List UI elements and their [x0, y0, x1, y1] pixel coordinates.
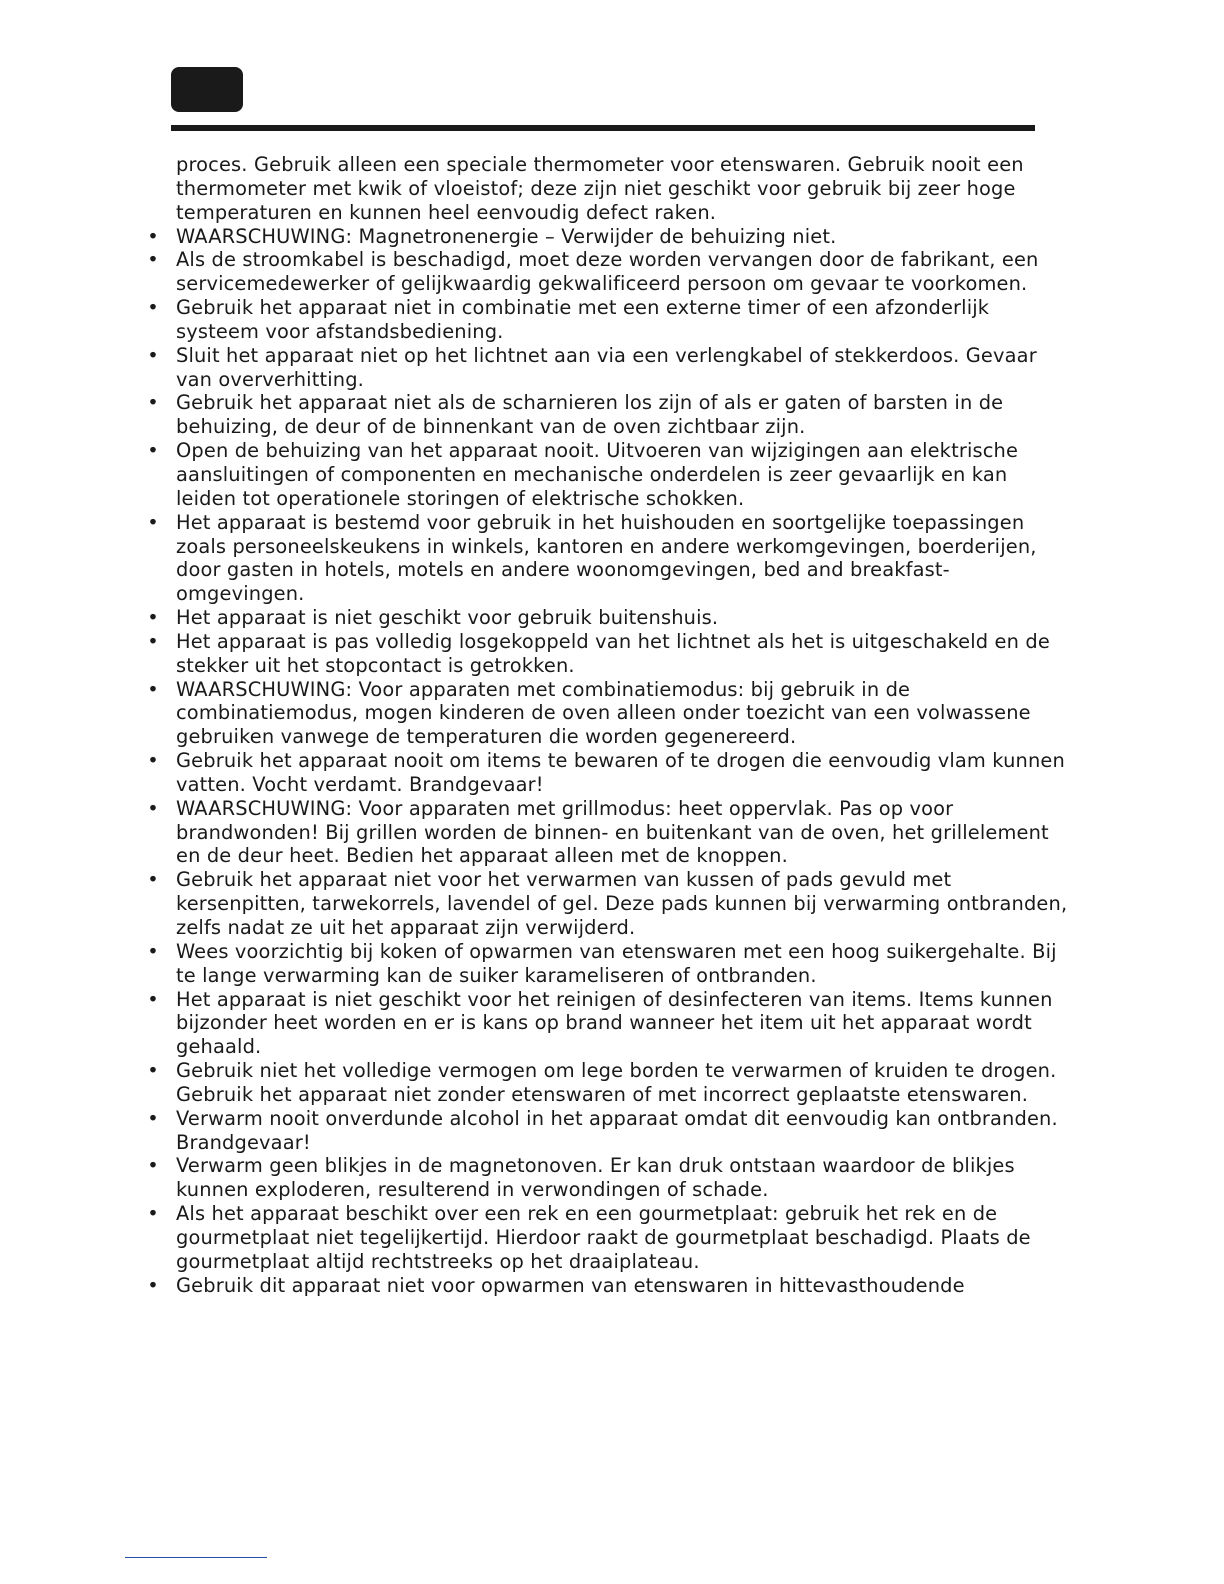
- list-item-text: WAARSCHUWING: Magnetronenergie – Verwijder de behuizing niet.: [176, 224, 837, 248]
- list-item: [147, 940, 1072, 988]
- bullet-icon: •: [147, 343, 159, 367]
- list-item-text: Sluit het apparaat niet op het lichtnet aan via een verlengkabel of stekkerdoos. Gevaar van oververhitting.: [176, 343, 1037, 391]
- bullet-icon: •: [147, 677, 159, 701]
- list-item: [147, 797, 1072, 869]
- list-item: [147, 630, 1072, 678]
- bullet-icon: •: [147, 510, 159, 534]
- list-item: [147, 391, 1072, 439]
- list-item-text: Gebruik het apparaat niet in combinatie met een externe timer of een afzonderlijk systeem voor afstandsbediening.: [176, 296, 990, 343]
- list-item: [147, 678, 1072, 750]
- list-item-text: Gebruik het apparaat niet als de scharnieren los zijn of als er gaten of barsten in de behuizing, de deur of de binnenkant van de oven zichtbaar zijn.: [176, 391, 1004, 439]
- list-item-text: Open de behuizing van het apparaat nooit. Uitvoeren van wijzigingen aan elektrische aansluitingen of componenten en mechanische onderdelen is zeer gevaarlijk en kan leiden tot operationele storingen of elektrische schokken.: [176, 439, 1019, 510]
- list-item: [147, 344, 1072, 392]
- list-item-text: Het apparaat is bestemd voor gebruik in het huishouden en soortgelijke toepassingen zoals personeelskeukens in winkels, kantoren en andere werkomgevingen, boerderijen, door gasten in hotels, motels en andere woonomgevingen, bed and breakfast-omgevingen.: [176, 510, 1037, 606]
- list-item: [147, 225, 1072, 249]
- bullet-icon: •: [147, 224, 159, 248]
- list-item-text: Wees voorzichtig bij koken of opwarmen van etenswaren met een hoog suikergehalte. Bij te lange verwarming kan de suiker karameliseren of ontbranden.: [176, 939, 1057, 987]
- list-item: [147, 296, 1072, 344]
- list-item-text: WAARSCHUWING: Voor apparaten met grillmodus: heet oppervlak. Pas op voor brandwonden! Bij grillen worden de binnen- en buitenkant van de oven, het grillelement en de deur heet. Bedien het apparaat alleen met de knoppen.: [176, 796, 1049, 868]
- bullet-icon: •: [147, 439, 159, 463]
- list-item-text: Het apparaat is niet geschikt voor gebruik buitenshuis.: [176, 606, 719, 630]
- list-item: [147, 1059, 1072, 1107]
- language-badge: [171, 67, 243, 112]
- list-item: [147, 988, 1072, 1060]
- list-item-text: Gebruik dit apparaat niet voor opwarmen van etenswaren in hittevasthoudende: [176, 1273, 965, 1297]
- bullet-icon: •: [147, 987, 159, 1011]
- list-item-text: Verwarm geen blikjes in de magnetonoven. Er kan druk ontstaan waardoor de blikjes kunnen exploderen, resulterend in verwondingen of schade.: [176, 1154, 1015, 1202]
- list-item: [147, 1107, 1072, 1155]
- bullet-icon: •: [147, 1202, 159, 1226]
- list-item: [147, 749, 1072, 797]
- list-item-text: Als het apparaat beschikt over een rek en een gourmetplaat: gebruik het rek en de gourmetplaat niet tegelijkertijd. Hierdoor raakt de gourmetplaat beschadigd. Plaats de gourmetplaat altijd rechtstreeks op het draaiplateau.: [176, 1202, 1031, 1273]
- bullet-icon: •: [147, 796, 159, 820]
- bullet-icon: •: [147, 1273, 159, 1297]
- bullet-icon: •: [147, 749, 159, 773]
- list-item-text: Gebruik niet het volledige vermogen om lege borden te verwarmen of kruiden te drogen. Gebruik het apparaat niet zonder etenswaren of met incorrect geplaatste etenswaren.: [176, 1059, 1057, 1106]
- list-item: [147, 511, 1072, 606]
- bullet-icon: •: [147, 1059, 159, 1083]
- safety-list: [147, 225, 1072, 1298]
- bullet-icon: •: [147, 629, 159, 653]
- list-item: [147, 248, 1072, 296]
- list-item: [147, 1154, 1072, 1202]
- list-item: [147, 1274, 1072, 1298]
- list-item-text: Het apparaat is pas volledig losgekoppeld van het lichtnet als het is uitgeschakeld en de stekker uit het stopcontact is getrokken.: [176, 629, 1050, 677]
- bullet-icon: •: [147, 939, 159, 963]
- list-item-text: Verwarm nooit onverdunde alcohol in het apparaat omdat dit eenvoudig kan ontbranden. Brandgevaar!: [176, 1106, 1058, 1154]
- intro-paragraph: proces. Gebruik alleen een speciale thermometer voor etenswaren. Gebruik nooit een thermometer met kwik of vloeistof; deze zijn niet geschikt voor gebruik bij zeer hoge temperaturen en kunnen heel eenvoudig defect raken.: [176, 153, 1024, 224]
- list-item: [147, 439, 1072, 511]
- list-item: [147, 1202, 1072, 1274]
- list-item-text: Het apparaat is niet geschikt voor het reinigen of desinfecteren van items. Items kunnen bijzonder heet worden en er is kans op brand wanneer het item uit het apparaat wordt gehaald.: [176, 987, 1053, 1059]
- list-item: [147, 606, 1072, 630]
- bullet-icon: •: [147, 606, 159, 630]
- list-item: [147, 868, 1072, 940]
- list-item-text: Gebruik het apparaat nooit om items te bewaren of te drogen die eenvoudig vlam kunnen vatten. Vocht verdamt. Brandgevaar!: [176, 749, 1065, 796]
- list-item-text: Gebruik het apparaat niet voor het verwarmen van kussen of pads gevuld met kersenpitten, tarwekorrels, lavendel of gel. Deze pads kunnen bij verwarming ontbranden, zelfs nadat ze uit het apparaat zijn verwijderd.: [176, 868, 1068, 939]
- bullet-icon: •: [147, 1106, 159, 1130]
- bullet-icon: •: [147, 296, 159, 320]
- footer-rule: [125, 1557, 267, 1558]
- list-item-text: WAARSCHUWING: Voor apparaten met combinatiemodus: bij gebruik in de combinatiemodus, mogen kinderen de oven alleen onder toezicht van een volwassene gebruiken vanwege de temperaturen die worden gegenereerd.: [176, 677, 1031, 749]
- bullet-icon: •: [147, 1154, 159, 1178]
- header-rule: [171, 125, 1035, 131]
- bullet-icon: •: [147, 248, 159, 272]
- bullet-icon: •: [147, 391, 159, 415]
- bullet-icon: •: [147, 868, 159, 892]
- list-item-text: Als de stroomkabel is beschadigd, moet deze worden vervangen door de fabrikant, een servicemedewerker of gelijkwaardig gekwalificeerd persoon om gevaar te voorkomen.: [176, 248, 1039, 296]
- safety-instructions: [147, 153, 1072, 1298]
